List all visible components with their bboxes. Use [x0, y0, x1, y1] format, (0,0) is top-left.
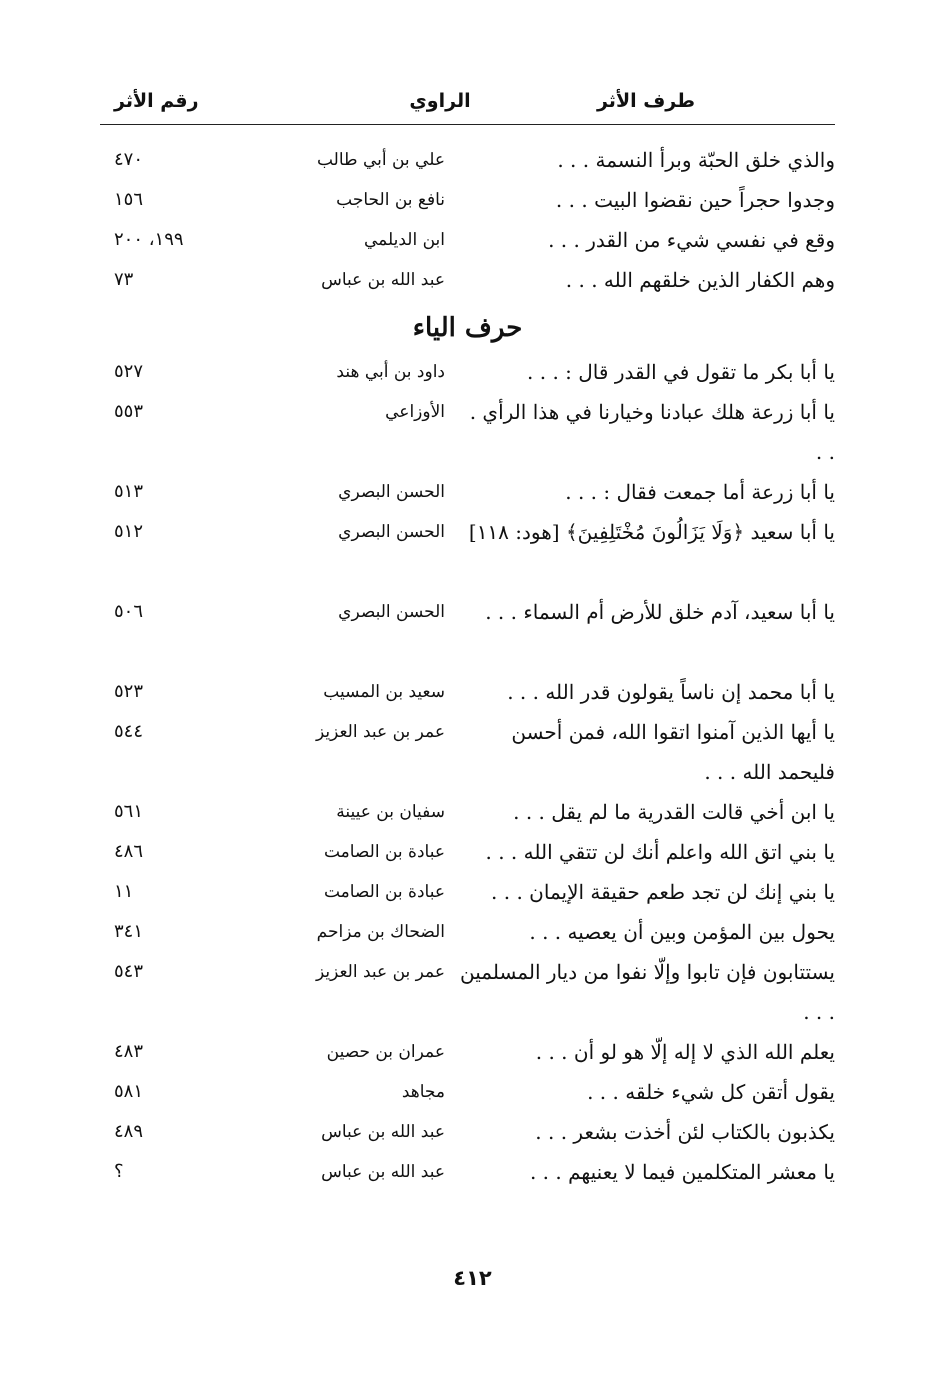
number-cell: ٥٢٣	[114, 681, 144, 702]
table-row	[100, 1112, 835, 1152]
number-cell: ١٥٦	[114, 189, 144, 210]
number-cell: ٤٨٩	[114, 1121, 144, 1142]
narrator-cell: الأوزاعي	[385, 402, 445, 422]
narrator-cell: الحسن البصري	[338, 522, 445, 542]
table-row	[100, 832, 835, 872]
table-row	[100, 512, 835, 592]
number-cell: ؟	[114, 1161, 124, 1182]
number-cell: ٥٤٣	[114, 961, 144, 982]
number-cell: ٥٢٧	[114, 361, 144, 382]
narrator-cell: عمر بن عبد العزيز	[315, 962, 445, 982]
number-cell: ٥١٣	[114, 481, 144, 502]
table-row	[100, 352, 835, 392]
phrase-cell: يا أبا محمد إن ناساً يقولون قدر الله . . .	[507, 680, 835, 704]
number-cell: ٤٨٦	[114, 841, 144, 862]
number-cell: ٥١٢	[114, 521, 144, 542]
table-row	[100, 260, 835, 300]
header-phrase: طرف الأثر	[596, 90, 695, 112]
number-cell: ٥٠٦	[114, 601, 144, 622]
phrase-cell: وهم الكفار الذين خلقهم الله . . .	[565, 268, 835, 292]
phrase-cell: يا أبا زرعة أما جمعت فقال : . . .	[565, 480, 835, 504]
number-cell: ٤٨٣	[114, 1041, 144, 1062]
narrator-cell: عمران بن حصين	[326, 1042, 445, 1062]
phrase-cell: يقول أتقن كل شيء خلقه . . .	[587, 1080, 835, 1104]
phrase-cell: يا معشر المتكلمين فيما لا يعنيهم . . .	[529, 1160, 835, 1184]
number-cell: ٥٦١	[114, 801, 144, 822]
narrator-cell: عبد الله بن عباس	[321, 1122, 445, 1142]
phrase-cell: يا أبا سعيد ﴿وَلَا يَزَالُونَ مُخْتَلِفِينَ﴾ [هود: ١١٨]	[468, 520, 835, 544]
table-header	[100, 88, 835, 125]
phrase-cell: يحول بين المؤمن وبين أن يعصيه . . .	[529, 920, 835, 944]
phrase-cell: يكذبون بالكتاب لئن أخذت بشعر . . .	[535, 1120, 835, 1144]
table-row	[100, 180, 835, 220]
table-row	[100, 1152, 835, 1192]
phrase-cell: يعلم الله الذي لا إله إلّا هو لو أن . . .	[535, 1040, 835, 1064]
section-title: حرف الياء	[412, 313, 523, 343]
phrase-cell: يا أبا سعيد، آدم خلق للأرض أم السماء . . .	[485, 600, 835, 624]
narrator-cell: داود بن أبي هند	[336, 362, 445, 382]
number-cell: ٥٤٤	[114, 721, 144, 742]
narrator-cell: عبد الله بن عباس	[321, 1162, 445, 1182]
phrase-cell: وجدوا حجراً حين نقضوا البيت . . .	[555, 188, 835, 212]
narrator-cell: عبد الله بن عباس	[321, 270, 445, 290]
table-row	[100, 672, 835, 712]
narrator-cell: عبادة بن الصامت	[323, 882, 445, 902]
narrator-cell: سفيان بن عيينة	[336, 802, 445, 822]
table-row	[100, 952, 835, 1032]
narrator-cell: ابن الديلمي	[364, 230, 445, 250]
index-table	[100, 140, 835, 1192]
table-row	[100, 792, 835, 832]
narrator-cell: نافع بن الحاجب	[336, 190, 445, 210]
page-number: ٤١٢	[453, 1266, 492, 1290]
phrase-cell: يا أيها الذين آمنوا اتقوا الله، فمن أحسن فليحمد الله . . .	[511, 720, 835, 784]
phrase-cell: يا ابن أخي قالت القدرية ما لم يقل . . .	[513, 800, 835, 824]
phrase-cell: والذي خلق الحبّة وبرأ النسمة . . .	[557, 148, 835, 172]
number-cell: ٤٧٠	[114, 149, 144, 170]
narrator-cell: الضحاك بن مزاحم	[316, 922, 445, 942]
table-row	[100, 220, 835, 260]
phrase-cell: يستتابون فإن تابوا وإلّا نفوا من ديار المسلمين . . .	[460, 960, 835, 1024]
table-row	[100, 392, 835, 472]
table-row	[100, 912, 835, 952]
phrase-cell: يا بني اتق الله واعلم أنك لن تتقي الله . . .	[485, 840, 835, 864]
narrator-cell: عبادة بن الصامت	[323, 842, 445, 862]
narrator-cell: علي بن أبي طالب	[316, 150, 445, 170]
number-cell: ١١	[114, 881, 134, 902]
phrase-cell: وقع في نفسي شيء من القدر . . .	[548, 228, 835, 252]
number-cell: ٧٣	[114, 269, 134, 290]
number-cell: ٣٤١	[114, 921, 144, 942]
table-row	[100, 1072, 835, 1112]
number-cell: ٥٨١	[114, 1081, 144, 1102]
header-narrator: الراوي	[409, 90, 471, 112]
table-row	[100, 1032, 835, 1072]
narrator-cell: مجاهد	[401, 1082, 445, 1102]
narrator-cell: الحسن البصري	[338, 482, 445, 502]
phrase-cell: يا أبا زرعة هلك عبادنا وخيارنا في هذا الرأي . . .	[469, 400, 835, 464]
table-row	[100, 872, 835, 912]
phrase-cell: يا أبا بكر ما تقول في القدر قال : . . .	[527, 360, 835, 384]
number-cell: ٥٥٣	[114, 401, 144, 422]
narrator-cell: عمر بن عبد العزيز	[315, 722, 445, 742]
narrator-cell: سعيد بن المسيب	[323, 682, 445, 702]
table-row	[100, 592, 835, 672]
table-row	[100, 140, 835, 180]
table-row	[100, 712, 835, 792]
phrase-cell: يا بني إنك لن تجد طعم حقيقة الإيمان . . .	[491, 880, 835, 904]
header-number: رقم الأثر	[114, 90, 199, 112]
table-row	[100, 472, 835, 512]
number-cell: ١٩٩، ٢٠٠	[114, 229, 184, 250]
narrator-cell: الحسن البصري	[338, 602, 445, 622]
